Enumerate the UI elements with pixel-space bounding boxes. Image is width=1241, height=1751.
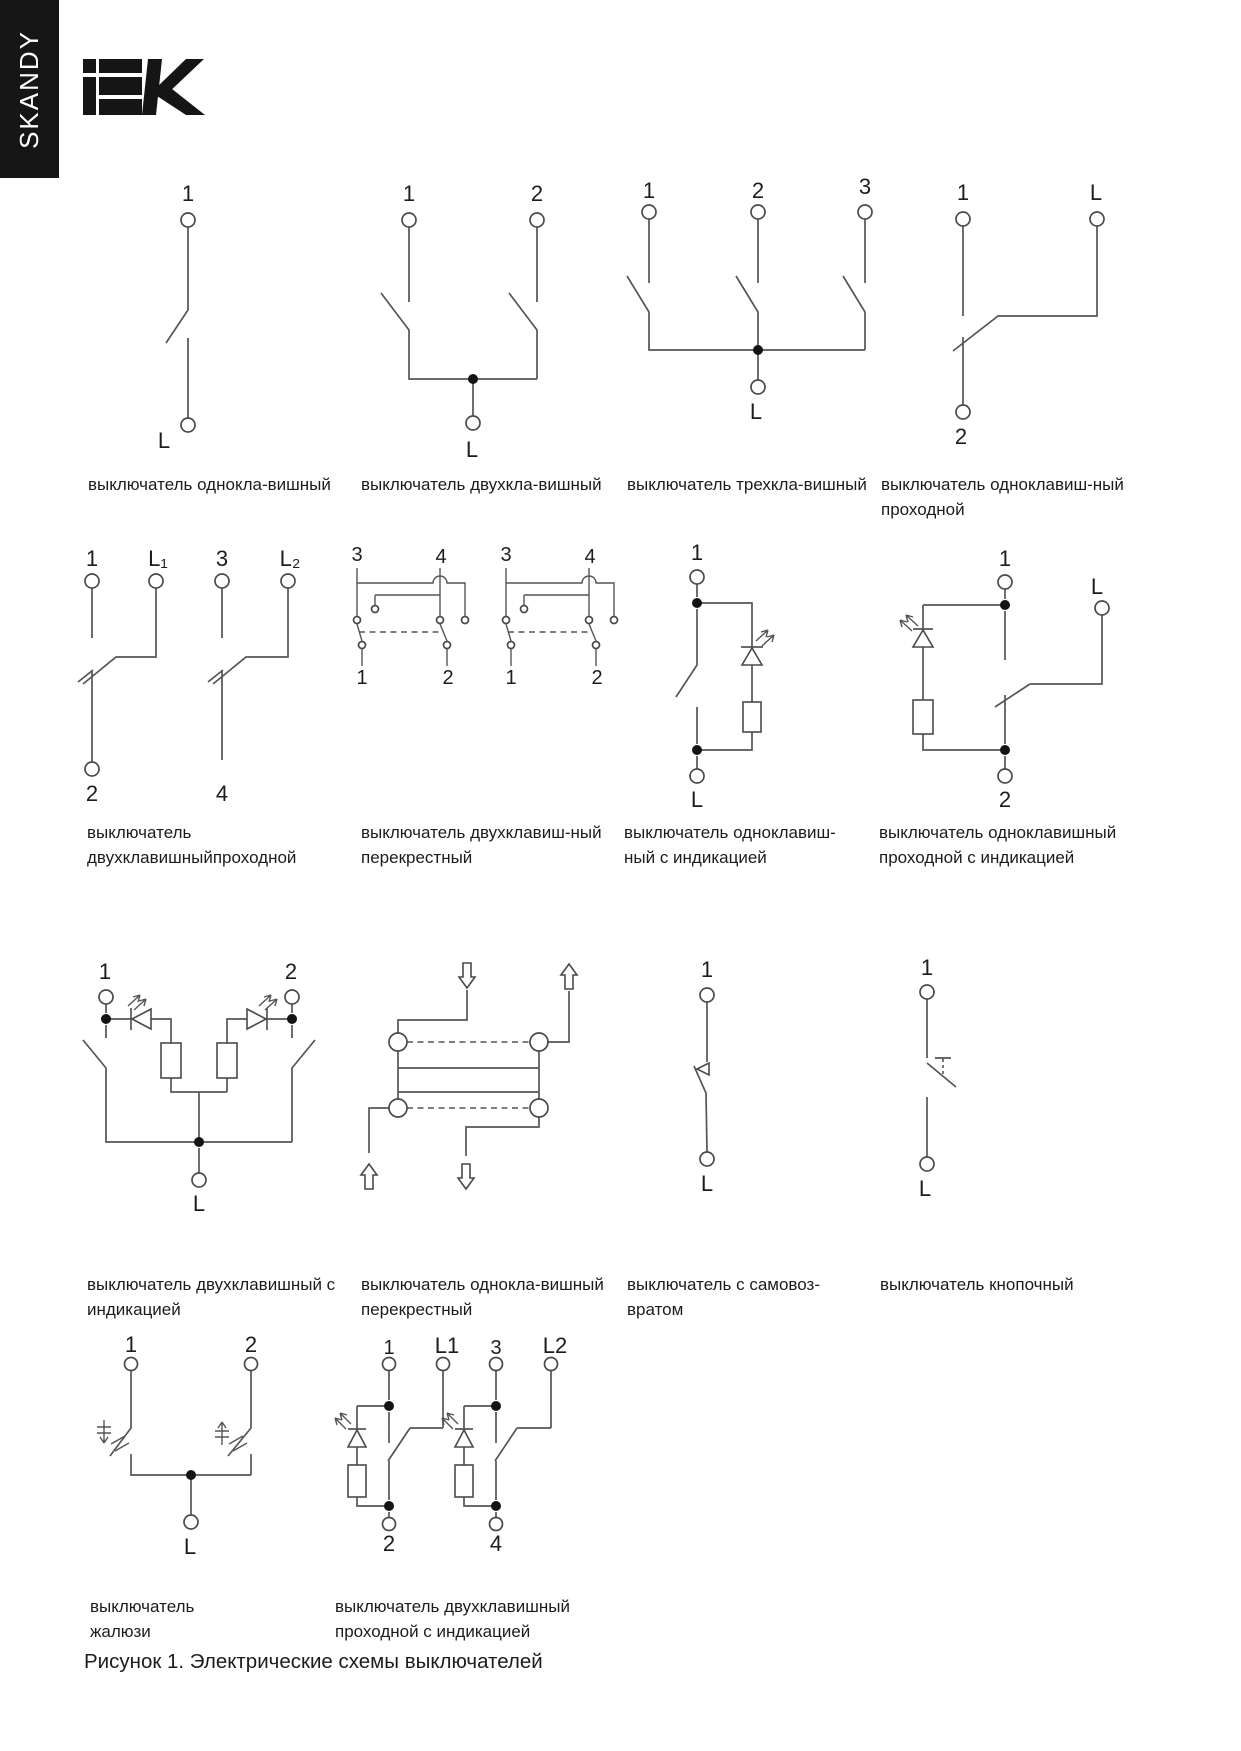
terminal-label: L bbox=[192, 1191, 206, 1216]
terminal-circle bbox=[85, 574, 99, 588]
terminal-label: 1 bbox=[700, 957, 714, 982]
terminal-label: L bbox=[700, 1171, 714, 1196]
diagram-double-gang-pass-through bbox=[78, 546, 300, 806]
contact-circle bbox=[593, 642, 600, 649]
terminal-circle bbox=[184, 1515, 198, 1529]
terminal-label: 1 bbox=[956, 180, 970, 205]
resistor bbox=[743, 702, 761, 732]
diagram-push-button bbox=[919, 955, 956, 1201]
caption-double-gang-indicator: выключатель двухклавишный с индикацией bbox=[87, 1275, 336, 1319]
wires bbox=[676, 584, 763, 769]
terminal-circle bbox=[998, 769, 1012, 783]
contact-circle bbox=[389, 1099, 407, 1117]
diagram-single-gang-crossover bbox=[361, 963, 577, 1189]
terminal-circle bbox=[281, 574, 295, 588]
diagram-blinds bbox=[97, 1332, 258, 1559]
terminal-label: 3 bbox=[490, 1337, 502, 1359]
diagram-double-gang-pass-through-indicator bbox=[335, 1333, 567, 1556]
terminal-label: 4 bbox=[215, 781, 229, 806]
diagram-single-gang-pass-through-indicator bbox=[900, 546, 1109, 812]
terminal-circle bbox=[192, 1173, 206, 1187]
contact-circle bbox=[354, 617, 361, 624]
terminal-circle bbox=[700, 988, 714, 1002]
arrow-up-icon bbox=[361, 1164, 377, 1189]
caption-double-gang: выключатель двухкла-вишный bbox=[361, 475, 602, 494]
contact-circle bbox=[503, 617, 510, 624]
terminal-label: 4 bbox=[489, 1531, 503, 1556]
wires bbox=[381, 227, 537, 416]
junction-dot bbox=[468, 374, 478, 384]
caption-single-gang-indicator: выключатель одноклавиш- ный с индикацией bbox=[624, 823, 836, 867]
caption-self-return: выключатель с самовоз- вратом bbox=[627, 1275, 820, 1319]
diagram-double-gang bbox=[381, 181, 544, 462]
wires bbox=[927, 999, 956, 1157]
terminal-label: L₂ bbox=[279, 546, 301, 571]
terminal-label: 2 bbox=[530, 181, 544, 206]
terminal-label: L bbox=[157, 428, 171, 453]
terminal-circle bbox=[858, 205, 872, 219]
terminal-circle bbox=[920, 1157, 934, 1171]
terminal-label: L₁ bbox=[148, 546, 168, 571]
terminal-label: 2 bbox=[284, 959, 298, 984]
terminal-label: 3 bbox=[500, 544, 512, 566]
terminal-label: L bbox=[918, 1176, 932, 1201]
terminal-label: L bbox=[183, 1534, 197, 1559]
terminal-circle bbox=[215, 574, 229, 588]
terminal-circle bbox=[245, 1358, 258, 1371]
terminal-label: 1 bbox=[690, 540, 704, 565]
terminal-circle bbox=[1095, 601, 1109, 615]
wires bbox=[78, 588, 288, 762]
contact-circle bbox=[508, 642, 515, 649]
junction-dot bbox=[287, 1014, 297, 1024]
wires bbox=[627, 219, 865, 380]
terminal-label: L bbox=[690, 787, 704, 812]
wires bbox=[953, 226, 1097, 405]
arrow-down-icon bbox=[458, 1164, 474, 1189]
junction-dot bbox=[491, 1401, 501, 1411]
led-triangle bbox=[132, 1009, 151, 1029]
terminal-label: 1 bbox=[124, 1332, 138, 1357]
caption-double-gang-pass-through-indicator: выключатель двухклавишный проходной с индикацией bbox=[335, 1597, 570, 1641]
wires bbox=[369, 990, 569, 1156]
caption-double-gang-pass-through: выключатель двухклавишныйпроходной bbox=[87, 823, 297, 867]
contact-circle bbox=[611, 617, 618, 624]
resistor bbox=[455, 1465, 473, 1497]
terminal-label: 2 bbox=[591, 667, 603, 689]
wires bbox=[166, 227, 188, 418]
junction-dot bbox=[692, 598, 702, 608]
wires bbox=[913, 589, 1102, 769]
terminal-label: 3 bbox=[351, 544, 363, 566]
caption-single-gang-pass-through: выключатель одноклавиш-ный проходной bbox=[881, 475, 1124, 519]
terminal-label: 2 bbox=[85, 781, 99, 806]
terminal-label: 2 bbox=[382, 1531, 396, 1556]
contact-circle bbox=[389, 1033, 407, 1051]
terminal-label: L bbox=[1089, 180, 1103, 205]
terminal-label: 1 bbox=[505, 667, 517, 689]
terminal-circle bbox=[490, 1518, 503, 1531]
caption-push-button: выключатель кнопочный bbox=[880, 1275, 1074, 1294]
contact-circle bbox=[586, 617, 593, 624]
terminal-circle bbox=[125, 1358, 138, 1371]
terminal-circle bbox=[690, 769, 704, 783]
terminal-circle bbox=[149, 574, 163, 588]
terminal-circle bbox=[690, 570, 704, 584]
terminal-circle bbox=[437, 1358, 450, 1371]
terminal-circle bbox=[956, 405, 970, 419]
terminal-circle bbox=[181, 418, 195, 432]
terminal-circle bbox=[181, 213, 195, 227]
terminal-label: 1 bbox=[181, 181, 195, 206]
junction-dot bbox=[1000, 600, 1010, 610]
terminal-label: 2 bbox=[244, 1332, 258, 1357]
terminal-circle bbox=[998, 575, 1012, 589]
momentary-ticks bbox=[111, 1436, 247, 1451]
resistor bbox=[348, 1465, 366, 1497]
terminal-circle bbox=[466, 416, 480, 430]
terminal-label: 2 bbox=[954, 424, 968, 449]
diagram-self-return bbox=[694, 957, 714, 1196]
terminal-label: L2 bbox=[542, 1333, 568, 1358]
terminal-circle bbox=[700, 1152, 714, 1166]
caption-blinds: выключатель жалюзи bbox=[90, 1597, 195, 1641]
terminal-label: 3 bbox=[215, 546, 229, 571]
led-triangle bbox=[913, 630, 933, 647]
terminal-circle bbox=[545, 1358, 558, 1371]
down-direction-icon bbox=[97, 1420, 111, 1443]
contact-circle bbox=[444, 642, 451, 649]
terminal-label: 3 bbox=[858, 174, 872, 199]
terminal-circle bbox=[99, 990, 113, 1004]
terminal-circle bbox=[490, 1358, 503, 1371]
led-triangle bbox=[455, 1430, 473, 1447]
figure-caption: Рисунок 1. Электрические схемы выключателей bbox=[84, 1650, 543, 1673]
junction-dot bbox=[384, 1401, 394, 1411]
terminal-label: L bbox=[749, 399, 763, 424]
terminal-circle bbox=[751, 205, 765, 219]
caption-triple-gang: выключатель трехкла-вишный bbox=[627, 475, 867, 494]
wires bbox=[694, 1002, 707, 1152]
led-triangle bbox=[348, 1430, 366, 1447]
diagram-single-gang-indicator bbox=[676, 540, 774, 812]
caption-single-gang-crossover: выключатель однокла-вишный перекрестный bbox=[361, 1275, 604, 1319]
terminal-label: 2 bbox=[442, 667, 454, 689]
up-direction-icon bbox=[215, 1422, 229, 1445]
terminal-label: 1 bbox=[98, 959, 112, 984]
terminal-label: 1 bbox=[85, 546, 99, 571]
arrow-down-icon bbox=[459, 963, 475, 988]
diagram-single-gang bbox=[158, 181, 195, 453]
junction-dot bbox=[384, 1501, 394, 1511]
terminal-label: 1 bbox=[402, 181, 416, 206]
terminal-circle bbox=[751, 380, 765, 394]
terminal-label: L bbox=[465, 437, 479, 462]
contact-circles bbox=[354, 606, 618, 649]
wires-unit-b bbox=[506, 568, 614, 666]
terminal-label: 1 bbox=[642, 178, 656, 203]
terminal-circle bbox=[383, 1358, 396, 1371]
terminal-circle bbox=[285, 990, 299, 1004]
resistor bbox=[217, 1043, 237, 1078]
diagram-double-gang-crossover bbox=[351, 544, 617, 689]
mechanical-link-dashed bbox=[407, 1042, 530, 1108]
terminal-label: 1 bbox=[920, 955, 934, 980]
diagram-single-gang-pass-through bbox=[953, 180, 1104, 449]
caption-single-gang: выключатель однокла-вишный bbox=[88, 475, 331, 494]
junction-dot bbox=[194, 1137, 204, 1147]
terminal-label: 1 bbox=[998, 546, 1012, 571]
led-emission-arrows bbox=[128, 995, 277, 1010]
arrow-up-icon bbox=[561, 964, 577, 989]
terminal-circle bbox=[530, 213, 544, 227]
junction-dot bbox=[1000, 745, 1010, 755]
led-triangle bbox=[742, 648, 762, 665]
led-emission-arrows bbox=[756, 630, 774, 646]
junction-dot bbox=[101, 1014, 111, 1024]
diagram-double-gang-indicator bbox=[83, 959, 315, 1216]
contact-circle bbox=[437, 617, 444, 624]
terminal-circle bbox=[1090, 212, 1104, 226]
wires bbox=[83, 1004, 315, 1173]
brand-vertical-label: SKANDY bbox=[14, 29, 44, 149]
contact-circle bbox=[462, 617, 469, 624]
terminal-circle bbox=[920, 985, 934, 999]
junction-dot bbox=[692, 745, 702, 755]
terminal-label: 4 bbox=[435, 546, 447, 568]
latch-triangle bbox=[697, 1063, 709, 1075]
caption-single-gang-pass-through-indicator: выключатель одноклавишный проходной с индикацией bbox=[879, 823, 1117, 867]
contact-circle bbox=[372, 606, 379, 613]
caption-double-gang-crossover: выключатель двухклавиш-ный перекрестный bbox=[361, 823, 602, 867]
terminal-circle bbox=[383, 1518, 396, 1531]
terminal-circle bbox=[956, 212, 970, 226]
junction-dot bbox=[753, 345, 763, 355]
terminal-label: 1 bbox=[356, 667, 368, 689]
contact-circle bbox=[530, 1033, 548, 1051]
terminal-label: 1 bbox=[383, 1337, 395, 1359]
terminal-circle bbox=[85, 762, 99, 776]
resistor bbox=[161, 1043, 181, 1078]
contact-circle bbox=[521, 606, 528, 613]
junction-dot bbox=[491, 1501, 501, 1511]
resistor bbox=[913, 700, 933, 734]
junction-dot bbox=[186, 1470, 196, 1480]
led-emission-arrows bbox=[335, 1413, 458, 1429]
terminal-circle bbox=[402, 213, 416, 227]
terminal-label: 2 bbox=[998, 787, 1012, 812]
contact-circle bbox=[359, 642, 366, 649]
terminal-label: L1 bbox=[434, 1333, 460, 1358]
wires-unit-a bbox=[357, 568, 465, 666]
contact-circle bbox=[530, 1099, 548, 1117]
terminal-label: L bbox=[1090, 574, 1104, 599]
terminal-circle bbox=[642, 205, 656, 219]
diagram-triple-gang bbox=[627, 174, 872, 424]
led-triangle bbox=[247, 1009, 266, 1029]
terminal-label: 2 bbox=[751, 178, 765, 203]
terminal-label: 4 bbox=[584, 546, 596, 568]
